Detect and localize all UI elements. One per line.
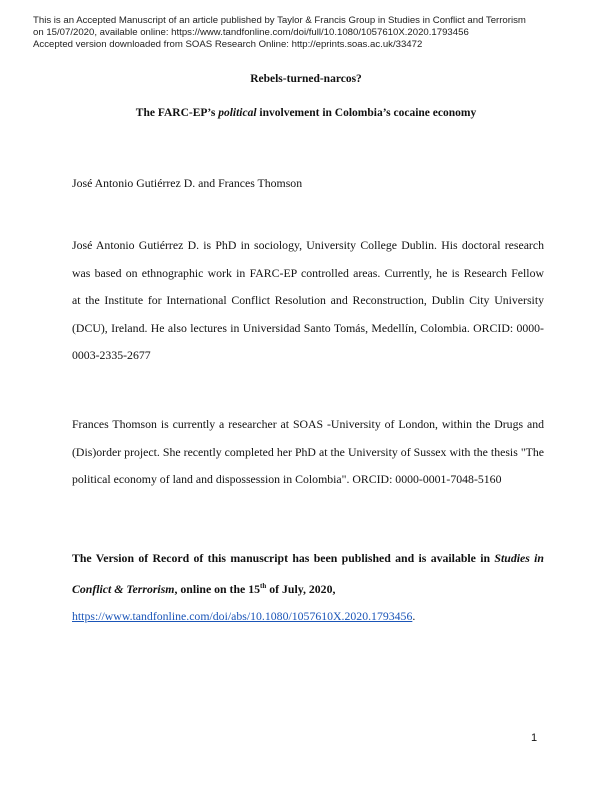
header-line: This is an Accepted Manuscript of an article published by Taylor & Francis Group in Studies in Conflict and Terrorism — [33, 15, 526, 26]
bio-line: at the Institute for International Conflict Resolution and Reconstruction, Dublin City University — [72, 293, 544, 308]
bio-line: (DCU), Ireland. He also lectures in Universidad Santo Tomás, Medellín, Colombia. ORCID: 0000- — [72, 320, 544, 335]
link-suffix: . — [412, 609, 416, 624]
manuscript-header-notice — [33, 15, 593, 51]
record-text: The Version of Record of this manuscript has been published and is available in — [72, 551, 495, 565]
record-text: of July, 2020, — [266, 581, 336, 596]
page-number: 1 — [531, 732, 538, 744]
record-line — [72, 573, 544, 604]
version-of-record-notice — [72, 545, 544, 631]
bio-line: was based on ethnographic work in FARC-EP controlled areas. Currently, he is Research Fellow — [72, 265, 544, 280]
bio-line: 0003-2335-2677 — [72, 348, 151, 363]
bio-line: Frances Thomson is currently a researcher at SOAS -University of London, within the Drugs and — [72, 417, 544, 431]
paper-subtitle — [0, 107, 612, 119]
doi-link[interactable]: https://www.tandfonline.com/doi/abs/10.1080/1057610X.2020.1793456 — [72, 609, 413, 624]
ordinal-suffix: th — [260, 581, 267, 590]
record-line — [72, 603, 544, 631]
bio-line: (Dis)order project. She recently completed her PhD at the University of Sussex with the thesis "The — [72, 444, 544, 459]
record-line — [72, 545, 544, 573]
author-bio-gutierrez — [72, 232, 544, 370]
paper-title: Rebels-turned-narcos? — [250, 73, 362, 85]
journal-name: Studies in — [494, 551, 544, 565]
subtitle-italic: political — [218, 107, 257, 119]
header-line: on 15/07/2020, available online: https://www.tandfonline.com/doi/full/10.1080/1057610X.2020.1793456 — [33, 27, 469, 38]
author-list: José Antonio Gutiérrez D. and Frances Thomson — [72, 176, 303, 190]
bio-line: José Antonio Gutiérrez D. is PhD in sociology, University College Dublin. His doctoral research — [72, 238, 544, 252]
subtitle-text: involvement in Colombia’s cocaine economy — [256, 107, 477, 119]
record-text: , online on the 15 — [174, 581, 261, 596]
subtitle-text: The FARC-EP’s — [135, 107, 219, 119]
author-bio-thomson — [72, 411, 544, 494]
header-line: Accepted version downloaded from SOAS Research Online: http://eprints.soas.ac.uk/33472 — [33, 39, 423, 50]
bio-line: political economy of land and dispossession in Colombia". ORCID: 0000-0001-7048-5160 — [72, 472, 502, 487]
journal-name: Conflict & Terrorism — [72, 581, 175, 596]
